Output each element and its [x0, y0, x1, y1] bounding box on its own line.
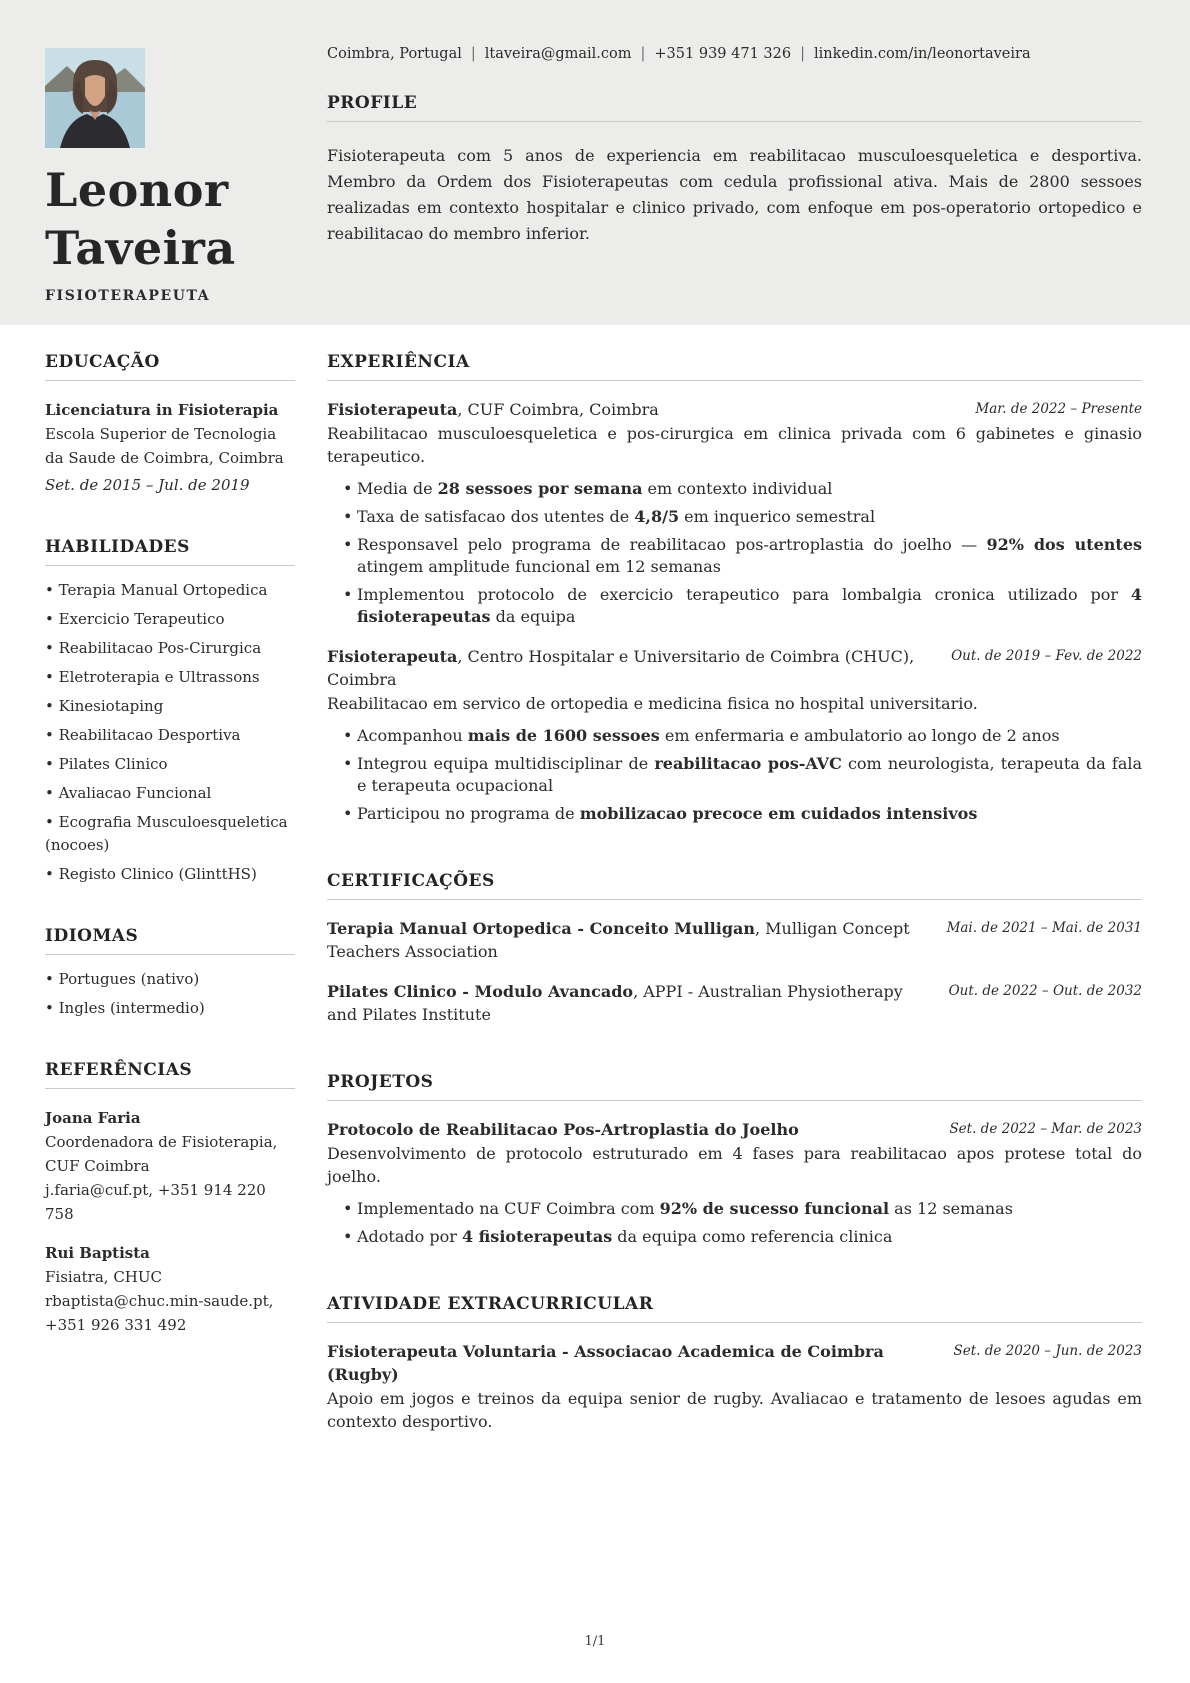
- bullet-item: • Adotado por 4 fisioterapeutas da equipa como referencia clinica: [357, 1226, 1142, 1248]
- entry-title: Fisioterapeuta, Centro Hospitalar e Universitario de Coimbra (CHUC), Coimbra: [327, 647, 915, 689]
- entry-head: [327, 1340, 1142, 1386]
- contact-separator: |: [470, 46, 476, 62]
- entry-bullets: [327, 478, 1142, 628]
- entry-title: Fisioterapeuta, CUF Coimbra, Coimbra: [327, 400, 659, 419]
- reference-item: [45, 1241, 295, 1337]
- section-languages: [45, 926, 295, 1020]
- entry-date: Out. de 2019 – Fev. de 2022: [951, 648, 1142, 664]
- contact-separator: |: [800, 46, 805, 62]
- bullet-item: • Integrou equipa multidisciplinar de reabilitacao pos-AVC com neurologista, terapeuta da fala e terapeuta ocupacional: [357, 753, 1142, 797]
- header-identity: [45, 0, 295, 325]
- references-heading: REFERÊNCIAS: [45, 1060, 295, 1089]
- skills-heading: HABILIDADES: [45, 537, 295, 566]
- section-projects: [327, 1072, 1142, 1248]
- entry-head: [327, 917, 1142, 963]
- entry-head: [327, 398, 1142, 421]
- sidebar-column: [45, 352, 295, 1433]
- language-item: • Portugues (nativo): [45, 968, 295, 991]
- reference-contact: rbaptista@chuc.min-saude.pt, +351 926 331 492: [45, 1292, 274, 1334]
- section-certifications: [327, 871, 1142, 1026]
- contact-item: ltaveira@gmail.com: [484, 46, 632, 62]
- skill-item: • Terapia Manual Ortopedica: [45, 579, 295, 602]
- activity-entry: [327, 1340, 1142, 1433]
- reference-item: [45, 1106, 295, 1226]
- education-school: Escola Superior de Tecnologia da Saude de Coimbra, Coimbra: [45, 425, 284, 467]
- section-references: [45, 1060, 295, 1337]
- bullet-item: • Taxa de satisfacao dos utentes de 4,8/5 em inquerico semestral: [357, 506, 1142, 528]
- entry-head: [327, 1118, 1142, 1141]
- entry-head: [327, 645, 1142, 691]
- entry-bullets: [327, 725, 1142, 825]
- entry-description: Reabilitacao em servico de ortopedia e medicina fisica no hospital universitario.: [327, 694, 978, 713]
- entry-title: Fisioterapeuta Voluntaria - Associacao Academica de Coimbra (Rugby): [327, 1342, 884, 1384]
- bullet-item: • Acompanhou mais de 1600 sessoes em enfermaria e ambulatorio ao longo de 2 anos: [357, 725, 1142, 747]
- reference-name: Rui Baptista: [45, 1244, 150, 1262]
- entry-description: Apoio em jogos e treinos da equipa senior de rugby. Avaliacao e tratamento de lesoes agudas em contexto desportivo.: [327, 1389, 1142, 1431]
- entry-title: Protocolo de Reabilitacao Pos-Artroplastia do Joelho: [327, 1120, 799, 1139]
- skill-item: • Ecografia Musculoesqueletica (nocoes): [45, 811, 295, 857]
- activities-heading: ATIVIDADE EXTRACURRICULAR: [327, 1294, 1142, 1323]
- skill-item: • Reabilitacao Pos-Cirurgica: [45, 637, 295, 660]
- contact-item: +351 939 471 326: [654, 46, 792, 62]
- bullet-item: • Participou no programa de mobilizacao precoce em cuidados intensivos: [357, 803, 1142, 825]
- bullet-item: • Media de 28 sessoes por semana em contexto individual: [357, 478, 1142, 500]
- language-item: • Ingles (intermedio): [45, 997, 295, 1020]
- main-column: [327, 352, 1142, 1433]
- activity-entries: [327, 1340, 1142, 1433]
- experience-heading: EXPERIÊNCIA: [327, 352, 1142, 381]
- languages-list: [45, 968, 295, 1020]
- certification-entry: [327, 980, 1142, 1026]
- page-number: 1/1: [584, 1634, 606, 1649]
- education-heading: EDUCAÇÃO: [45, 352, 295, 381]
- skills-list: [45, 579, 295, 886]
- entry-date: Out. de 2022 – Out. de 2032: [948, 983, 1142, 999]
- certifications-heading: CERTIFICAÇÕES: [327, 871, 1142, 900]
- entry-date: Mar. de 2022 – Presente: [975, 401, 1142, 417]
- languages-heading: IDIOMAS: [45, 926, 295, 955]
- section-profile: [327, 93, 1142, 247]
- entry-date: Set. de 2022 – Mar. de 2023: [949, 1121, 1142, 1137]
- entry-description: Desenvolvimento de protocolo estruturado em 4 fases para reabilitacao apos protese total do joelho.: [327, 1144, 1142, 1186]
- entry-date: Mai. de 2021 – Mai. de 2031: [946, 920, 1142, 936]
- entry-title: Pilates Clinico - Modulo Avancado, APPI - Australian Physiotherapy and Pilates Institute: [327, 982, 903, 1024]
- skill-item: • Pilates Clinico: [45, 753, 295, 776]
- skill-item: • Avaliacao Funcional: [45, 782, 295, 805]
- profile-photo: [45, 48, 145, 148]
- bullet-item: • Responsavel pelo programa de reabilitacao pos-artroplastia do joelho — 92% dos utentes atingem amplitude funcional em 12 semanas: [357, 534, 1142, 578]
- header-summary: [327, 0, 1142, 325]
- skill-item: • Reabilitacao Desportiva: [45, 724, 295, 747]
- education-degree: Licenciatura in Fisioterapia: [45, 401, 279, 419]
- content-columns: [0, 325, 1190, 1433]
- person-role: FISIOTERAPEUTA: [45, 288, 211, 304]
- header-band: [0, 0, 1190, 325]
- entry-date: Set. de 2020 – Jun. de 2023: [953, 1343, 1142, 1359]
- section-experience: [327, 352, 1142, 825]
- reference-role: Coordenadora de Fisioterapia, CUF Coimbra: [45, 1133, 278, 1175]
- profile-text: Fisioterapeuta com 5 anos de experiencia em reabilitacao musculoesqueletica e desportiva. Membro da Ordem dos Fisioterapeutas com cedula profissional ativa. Mais de 2800 sessoes realizadas em contexto hospitalar e clinico privado, com enfoque em pos-operatorio ortopedico e reabilitacao do membro inferior.: [327, 146, 1142, 243]
- section-skills: [45, 537, 295, 886]
- references-list: [45, 1106, 295, 1337]
- projects-heading: PROJETOS: [327, 1072, 1142, 1101]
- contact-row: [327, 44, 1142, 64]
- reference-name: Joana Faria: [45, 1109, 141, 1127]
- person-name: Leonor Taveira: [45, 163, 236, 275]
- reference-role: Fisiatra, CHUC: [45, 1268, 162, 1286]
- entry-description: Reabilitacao musculoesqueletica e pos-cirurgica em clinica privada com 6 gabinetes e ginasio terapeutico.: [327, 424, 1142, 466]
- entry-head: [327, 980, 1142, 1026]
- contact-separator: |: [640, 46, 646, 62]
- entry-bullets: [327, 1198, 1142, 1248]
- reference-contact: j.faria@cuf.pt, +351 914 220 758: [45, 1181, 266, 1223]
- education-dates: Set. de 2015 – Jul. de 2019: [45, 476, 250, 494]
- contact-item: Coimbra, Portugal: [327, 46, 462, 62]
- experience-entry: [327, 398, 1142, 628]
- section-education: [45, 352, 295, 497]
- bullet-item: • Implementado na CUF Coimbra com 92% de sucesso funcional as 12 semanas: [357, 1198, 1142, 1220]
- certification-entry: [327, 917, 1142, 963]
- experience-entries: [327, 398, 1142, 825]
- contact-item: linkedin.com/in/leonortaveira: [813, 46, 1031, 62]
- skill-item: • Eletroterapia e Ultrassons: [45, 666, 295, 689]
- project-entry: [327, 1118, 1142, 1248]
- project-entries: [327, 1118, 1142, 1248]
- section-activities: [327, 1294, 1142, 1433]
- skill-item: • Exercicio Terapeutico: [45, 608, 295, 631]
- skill-item: • Registo Clinico (GlinttHS): [45, 863, 295, 886]
- profile-heading: PROFILE: [327, 93, 1142, 122]
- certification-entries: [327, 917, 1142, 1026]
- bullet-item: • Implementou protocolo de exercicio terapeutico para lombalgia cronica utilizado por 4 fisioterapeutas da equipa: [357, 584, 1142, 628]
- experience-entry: [327, 645, 1142, 825]
- entry-title: Terapia Manual Ortopedica - Conceito Mulligan, Mulligan Concept Teachers Association: [327, 919, 910, 961]
- skill-item: • Kinesiotaping: [45, 695, 295, 718]
